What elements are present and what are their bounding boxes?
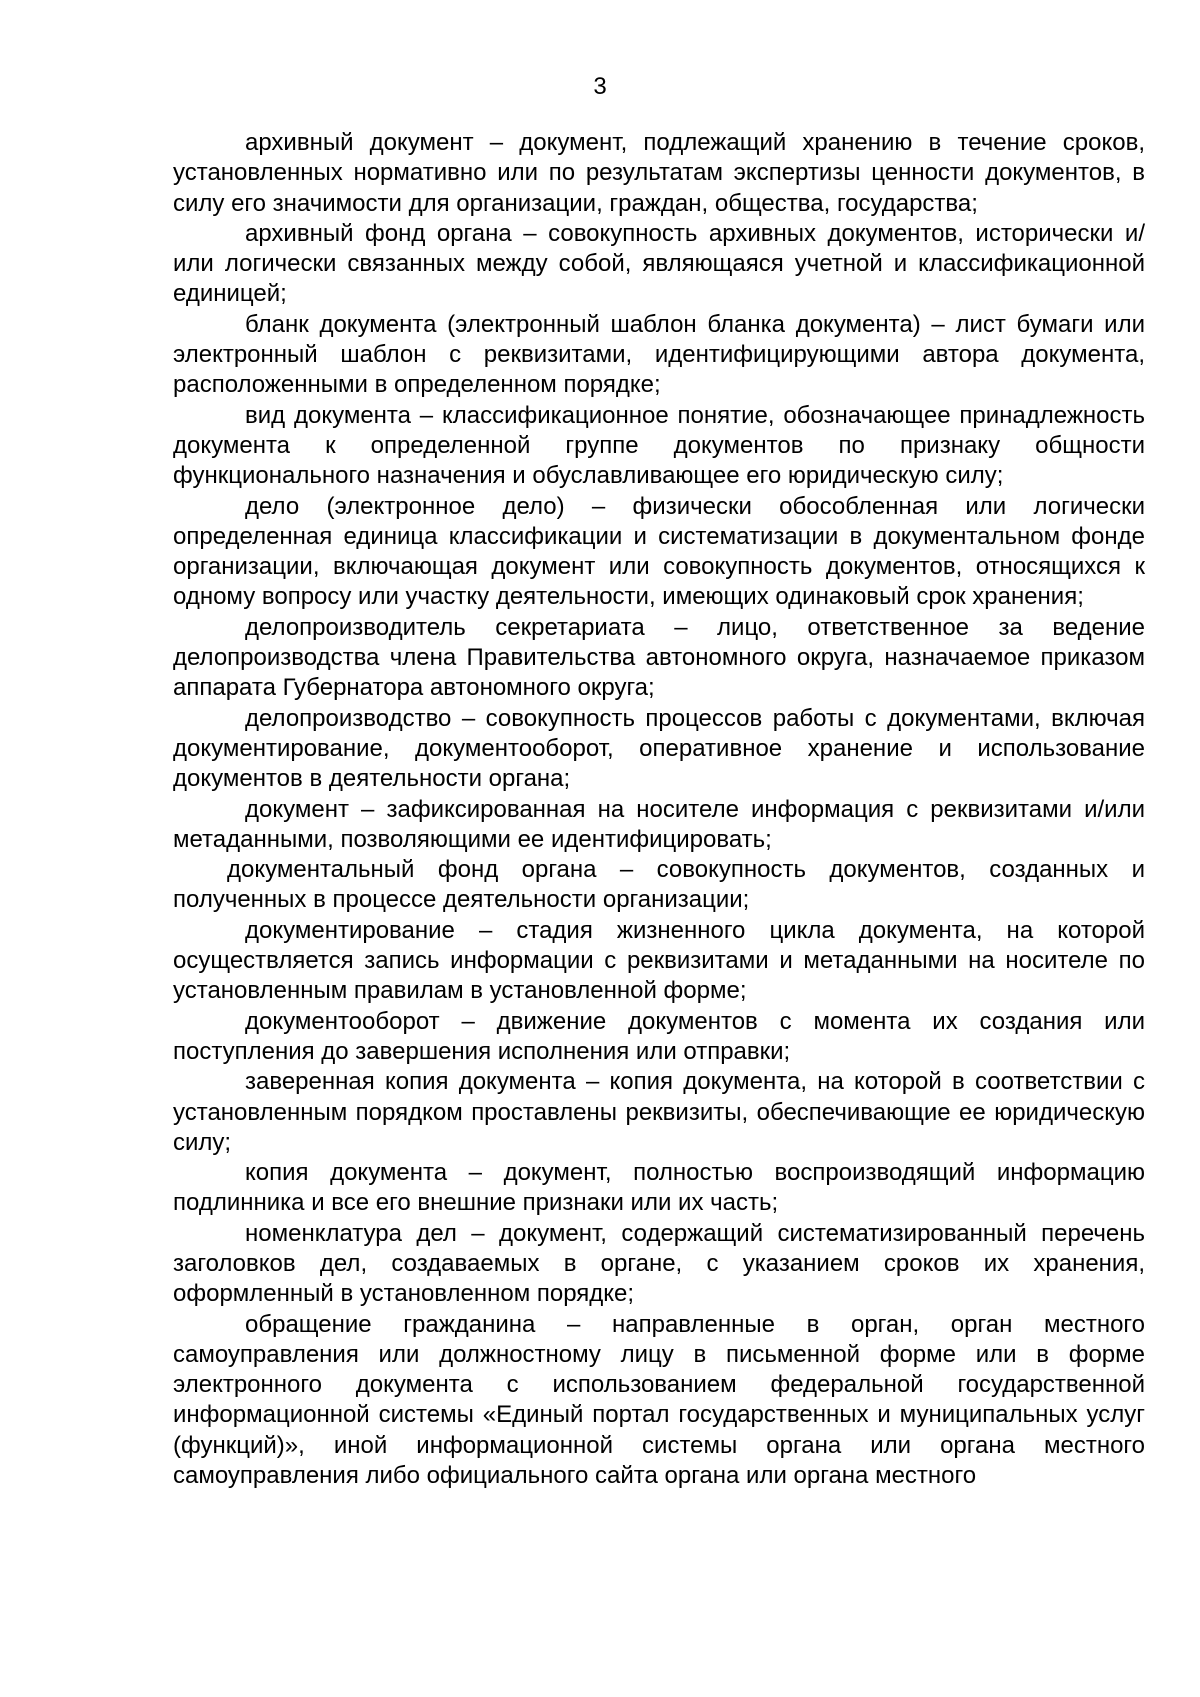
- paragraph-document: документ – зафиксированная на носителе информация с реквизитами и/или метаданными, позволяющими ее идентифицировать;: [173, 795, 1145, 853]
- paragraph-citizen-appeal: обращение гражданина – направленные в орган, орган местного самоуправления или должностному лицу в письменной форме или в форме электронного документа с использованием федеральной государственной информационной системы «Единый портал государственных и муниципальных услуг (функций)», иной информационной системы органа или органа местного самоуправления либо официального сайта органа или органа местного: [173, 1310, 1145, 1490]
- paragraph-certified-copy: заверенная копия документа – копия документа, на которой в соответствии с установленным порядком проставлены реквизиты, обеспечивающие ее юридическую силу;: [173, 1068, 1145, 1156]
- paragraph-case-file: дело (электронное дело) – физически обособленная или логически определенная единица классификации и систематизации в документальном фонде организации, включающая документ или совокупность документов, относящихся к одному вопросу или участку деятельности, имеющих одинаковый срок хранения;: [173, 492, 1145, 611]
- paragraph-documentation: документирование – стадия жизненного цикла документа, на которой осуществляется запись информации с реквизитами и метаданными на носителе по установленным правилам в установленной форме;: [173, 916, 1145, 1005]
- document-body: [173, 128, 1145, 1491]
- paragraph-documentary-fund: документальный фонд органа – совокупность документов, созданных и полученных в процессе деятельности организации;: [173, 856, 1145, 914]
- page-number: 3: [593, 73, 607, 100]
- paragraph-document-blank: бланк документа (электронный шаблон бланка документа) – лист бумаги или электронный шаблон с реквизитами, идентифицирующими автора документа, расположенными в определенном порядке;: [173, 310, 1145, 399]
- paragraph-archival-fund: архивный фонд органа – совокупность архивных документов, исторически и/или логически связанных между собой, являющаяся учетной и классификационной единицей;: [173, 219, 1145, 308]
- paragraph-document-flow: документооборот – движение документов с момента их создания или поступления до завершения исполнения или отправки;: [173, 1007, 1145, 1065]
- paragraph-document-copy: копия документа – документ, полностью воспроизводящий информацию подлинника и все его внешние признаки или их часть;: [173, 1159, 1145, 1217]
- paragraph-secretariat-clerk: делопроизводитель секретариата – лицо, ответственное за ведение делопроизводства члена Правительства автономного округа, назначаемое приказом аппарата Губернатора автономного округа;: [173, 613, 1145, 702]
- paragraph-archival-document: архивный документ – документ, подлежащий хранению в течение сроков, установленных нормативно или по результатам экспертизы ценности документов, в силу его значимости для организации, граждан, общества, государства;: [173, 129, 1145, 217]
- paragraph-nomenclature: номенклатура дел – документ, содержащий систематизированный перечень заголовков дел, создаваемых в органе, с указанием сроков их хранения, оформленный в установленном порядке;: [173, 1219, 1145, 1308]
- paragraph-records-management: делопроизводство – совокупность процессов работы с документами, включая документирование, документооборот, оперативное хранение и использование документов в деятельности органа;: [173, 704, 1145, 793]
- paragraph-document-type: вид документа – классификационное понятие, обозначающее принадлежность документа к определенной группе документов по признаку общности функционального назначения и обуславливающее его юридическую силу;: [173, 401, 1145, 490]
